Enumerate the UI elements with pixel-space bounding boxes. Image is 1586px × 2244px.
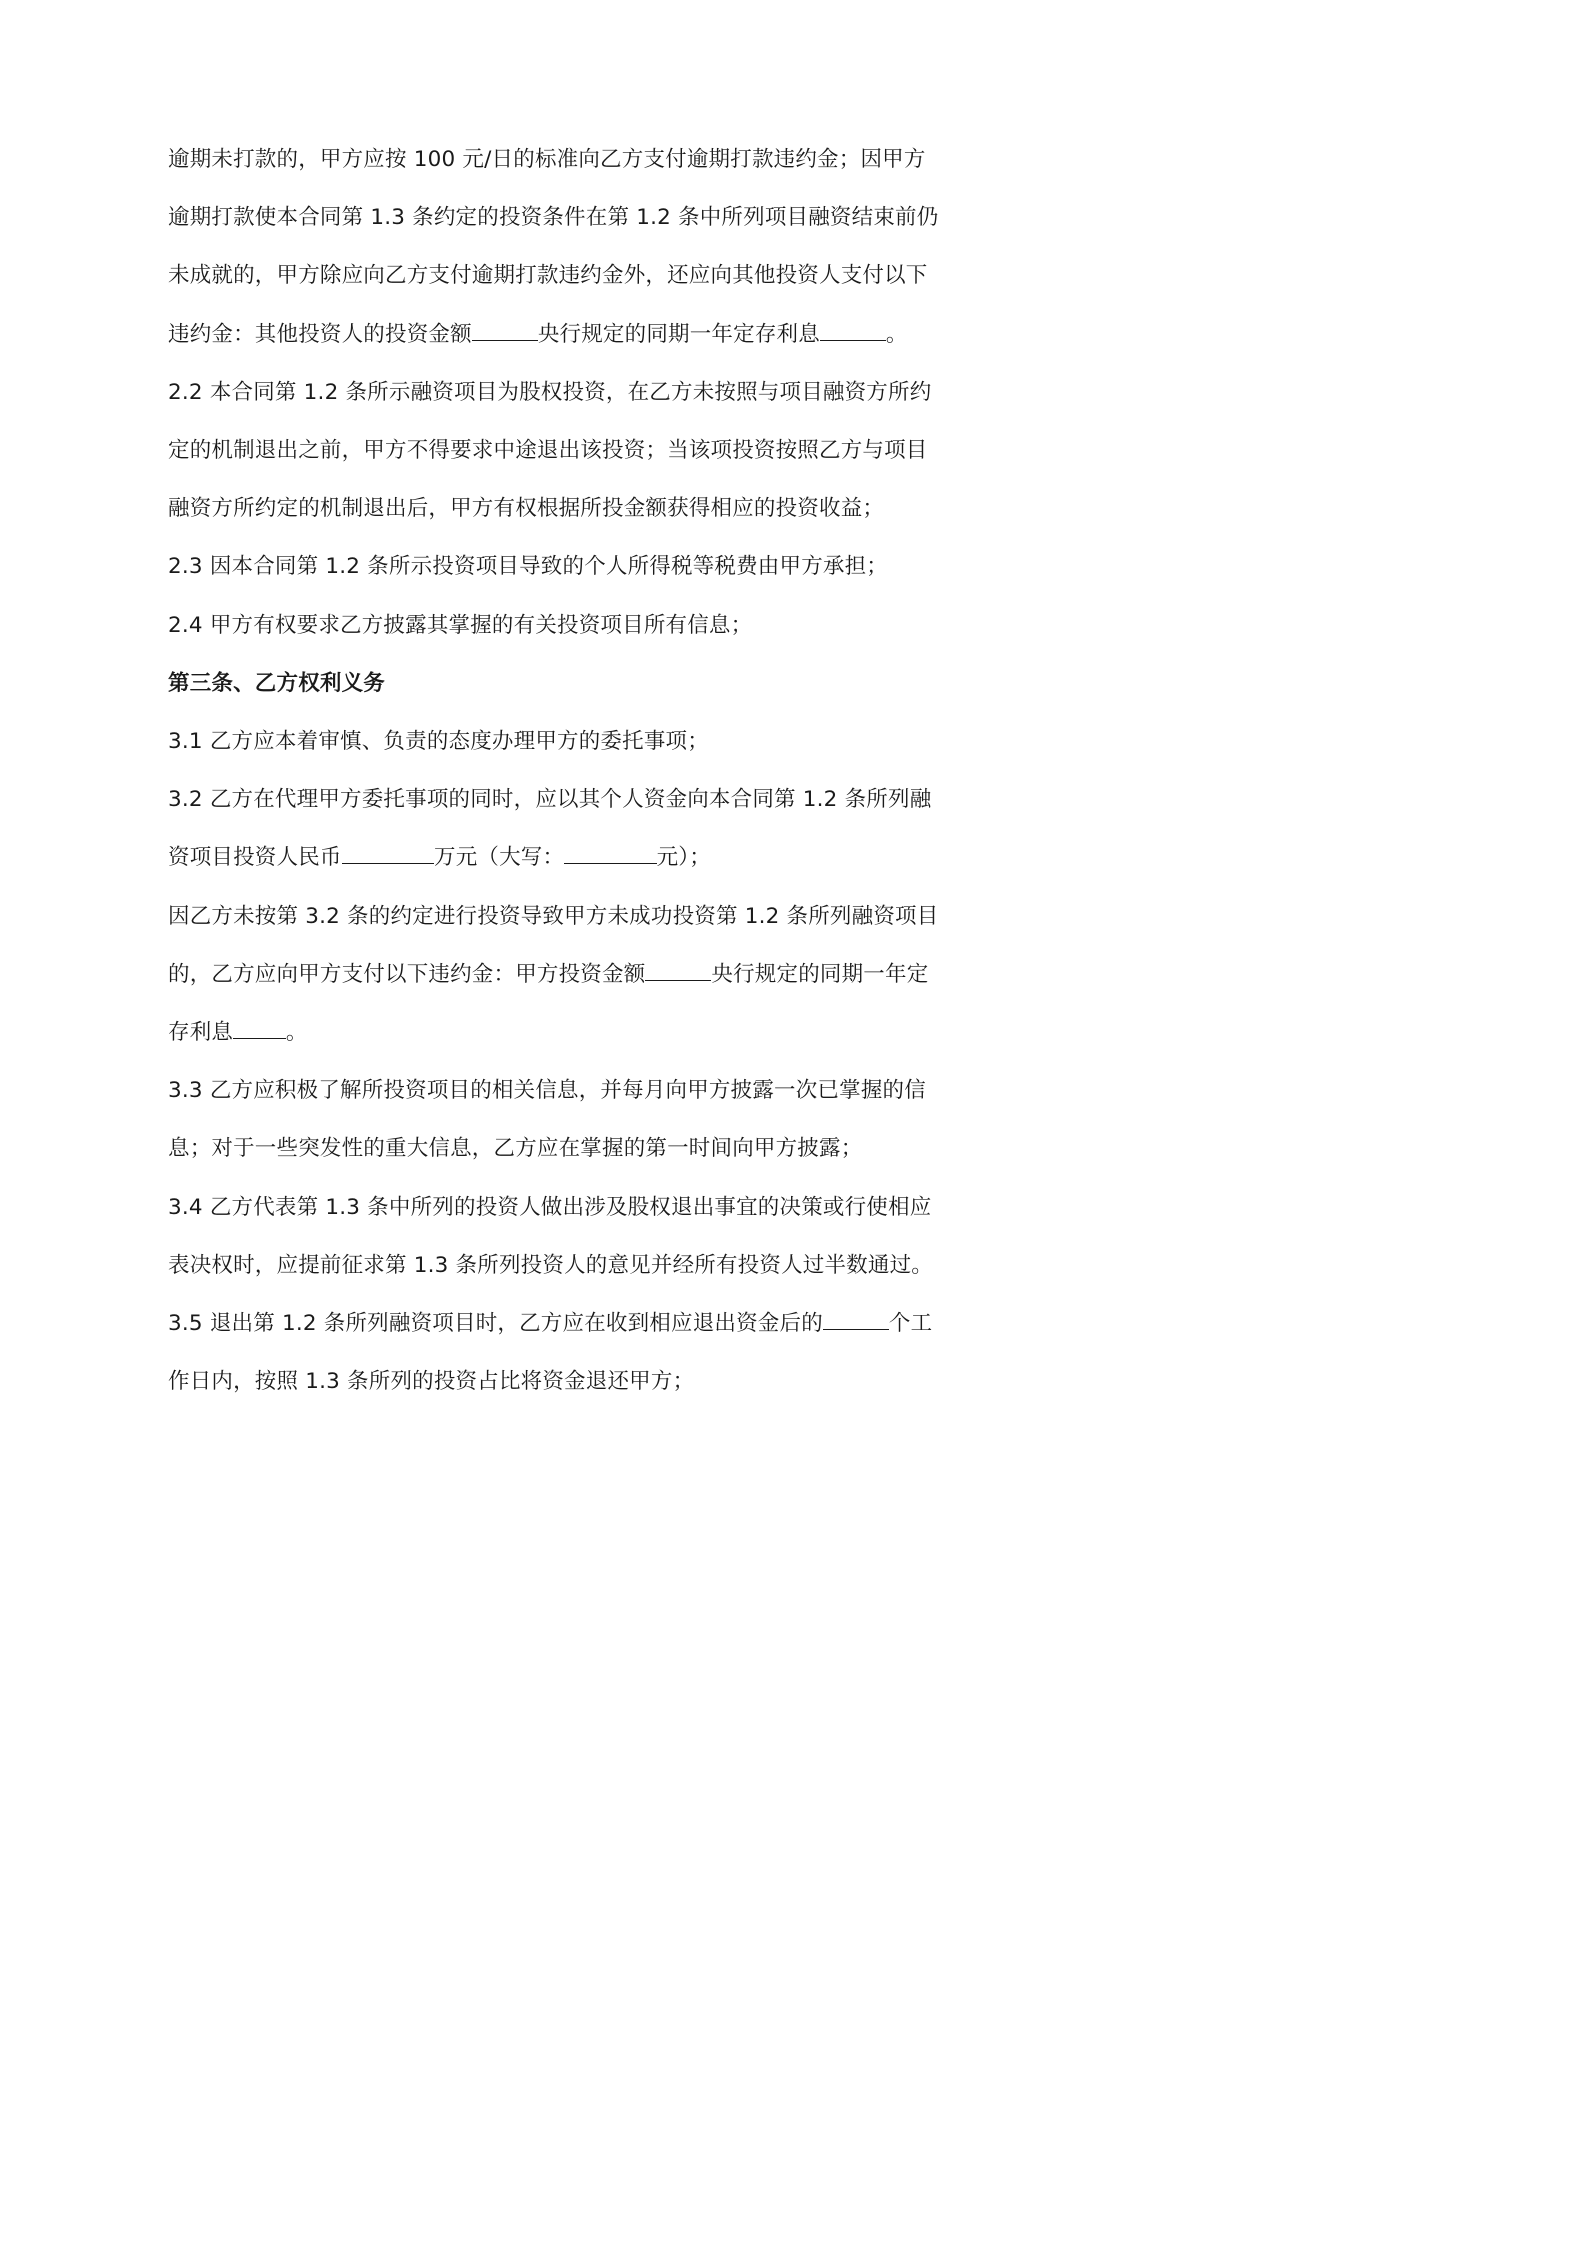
text-segment: 作日内，按照 1.3 条所列的投资占比将资金退还甲方； <box>168 1369 695 1395</box>
text-segment: 3.5 退出第 1.2 条所列融资项目时，乙方应在收到相应退出资金后的 <box>168 1311 823 1336</box>
text-line <box>168 1074 926 1108</box>
text-line <box>168 783 931 817</box>
text-line <box>168 1249 933 1283</box>
text-segment: 个工 <box>888 1311 933 1336</box>
text-line <box>168 550 888 584</box>
fill-in-blank <box>233 1016 286 1039</box>
text-line <box>168 318 908 352</box>
fill-in-blank <box>472 318 538 341</box>
text-segment: 定的机制退出之前，甲方不得要求中途退出该投资；当该项投资按照乙方与项目 <box>168 438 928 463</box>
text-line <box>168 958 928 992</box>
fill-in-blank <box>820 318 886 341</box>
text-line <box>168 259 928 293</box>
text-segment: 逾期打款使本合同第 1.3 条约定的投资条件在第 1.2 条中所列项目融资结束前仍 <box>168 205 939 231</box>
fill-in-blank <box>342 841 434 864</box>
text-segment: 央行规定的同期一年定存利息 <box>537 321 820 347</box>
text-segment: 2.2 本合同第 1.2 条所示融资项目为股权投资，在乙方未按照与项目融资方所约 <box>168 379 932 405</box>
text-segment: 未成就的，甲方除应向乙方支付逾期打款违约金外，还应向其他投资人支付以下 <box>168 263 928 289</box>
text-line <box>168 900 938 934</box>
text-segment: 3.1 乙方应本着审慎、负责的态度办理甲方的委托事项； <box>168 729 709 754</box>
text-segment: 违约金：其他投资人的投资金额 <box>168 321 472 347</box>
text-segment: 第三条、乙方权利义务 <box>168 670 386 696</box>
text-segment: 的，乙方应向甲方支付以下违约金：甲方投资金额 <box>168 961 646 987</box>
text-segment: 资项目投资人民币 <box>168 845 342 871</box>
fill-in-blank <box>823 1307 889 1330</box>
text-segment: 2.3 因本合同第 1.2 条所示投资项目导致的个人所得税等税费由甲方承担； <box>168 554 888 580</box>
text-segment: 3.2 乙方在代理甲方委托事项的同时，应以其个人资金向本合同第 1.2 条所列融 <box>168 787 932 813</box>
text-segment: 2.4 甲方有权要求乙方披露其掌握的有关投资项目所有信息； <box>168 612 753 638</box>
section-heading <box>168 667 385 701</box>
text-segment: 融资方所约定的机制退出后，甲方有权根据所投金额获得相应的投资收益； <box>168 496 885 522</box>
text-line <box>168 434 928 468</box>
text-line <box>168 841 711 875</box>
text-segment: 息；对于一些突发性的重大信息，乙方应在掌握的第一时间向甲方披露； <box>168 1136 863 1162</box>
fill-in-blank <box>645 958 711 981</box>
document-page <box>0 0 1101 1558</box>
text-line <box>168 1307 932 1341</box>
text-line <box>168 1191 931 1225</box>
text-line <box>168 1016 308 1050</box>
text-line <box>168 1365 694 1399</box>
text-line <box>168 609 752 643</box>
text-segment: 3.4 乙方代表第 1.3 条中所列的投资人做出涉及股权退出事宜的决策或行使相应 <box>168 1194 932 1220</box>
text-line <box>168 1132 862 1166</box>
text-segment: 存利息 <box>168 1020 234 1045</box>
text-line <box>168 725 709 759</box>
text-segment: 万元（大写： <box>434 845 565 871</box>
text-line <box>168 201 938 235</box>
text-segment: 逾期未打款的，甲方应按 100 元/日的标准向乙方支付逾期打款违约金；因甲方 <box>168 147 926 172</box>
text-segment: 3.3 乙方应积极了解所投资项目的相关信息，并每月向甲方披露一次已掌握的信 <box>168 1078 926 1104</box>
text-line <box>168 492 884 526</box>
text-segment: 央行规定的同期一年定 <box>711 961 929 987</box>
text-line <box>168 376 931 410</box>
text-segment: 。 <box>885 321 908 347</box>
fill-in-blank <box>564 841 656 864</box>
text-line <box>168 143 926 177</box>
text-segment: 表决权时，应提前征求第 1.3 条所列投资人的意见并经所有投资人过半数通过。 <box>168 1252 933 1278</box>
text-segment: 元）； <box>656 845 711 871</box>
text-segment: 。 <box>285 1020 308 1045</box>
text-segment: 因乙方未按第 3.2 条的约定进行投资导致甲方未成功投资第 1.2 条所列融资项目 <box>168 903 939 929</box>
